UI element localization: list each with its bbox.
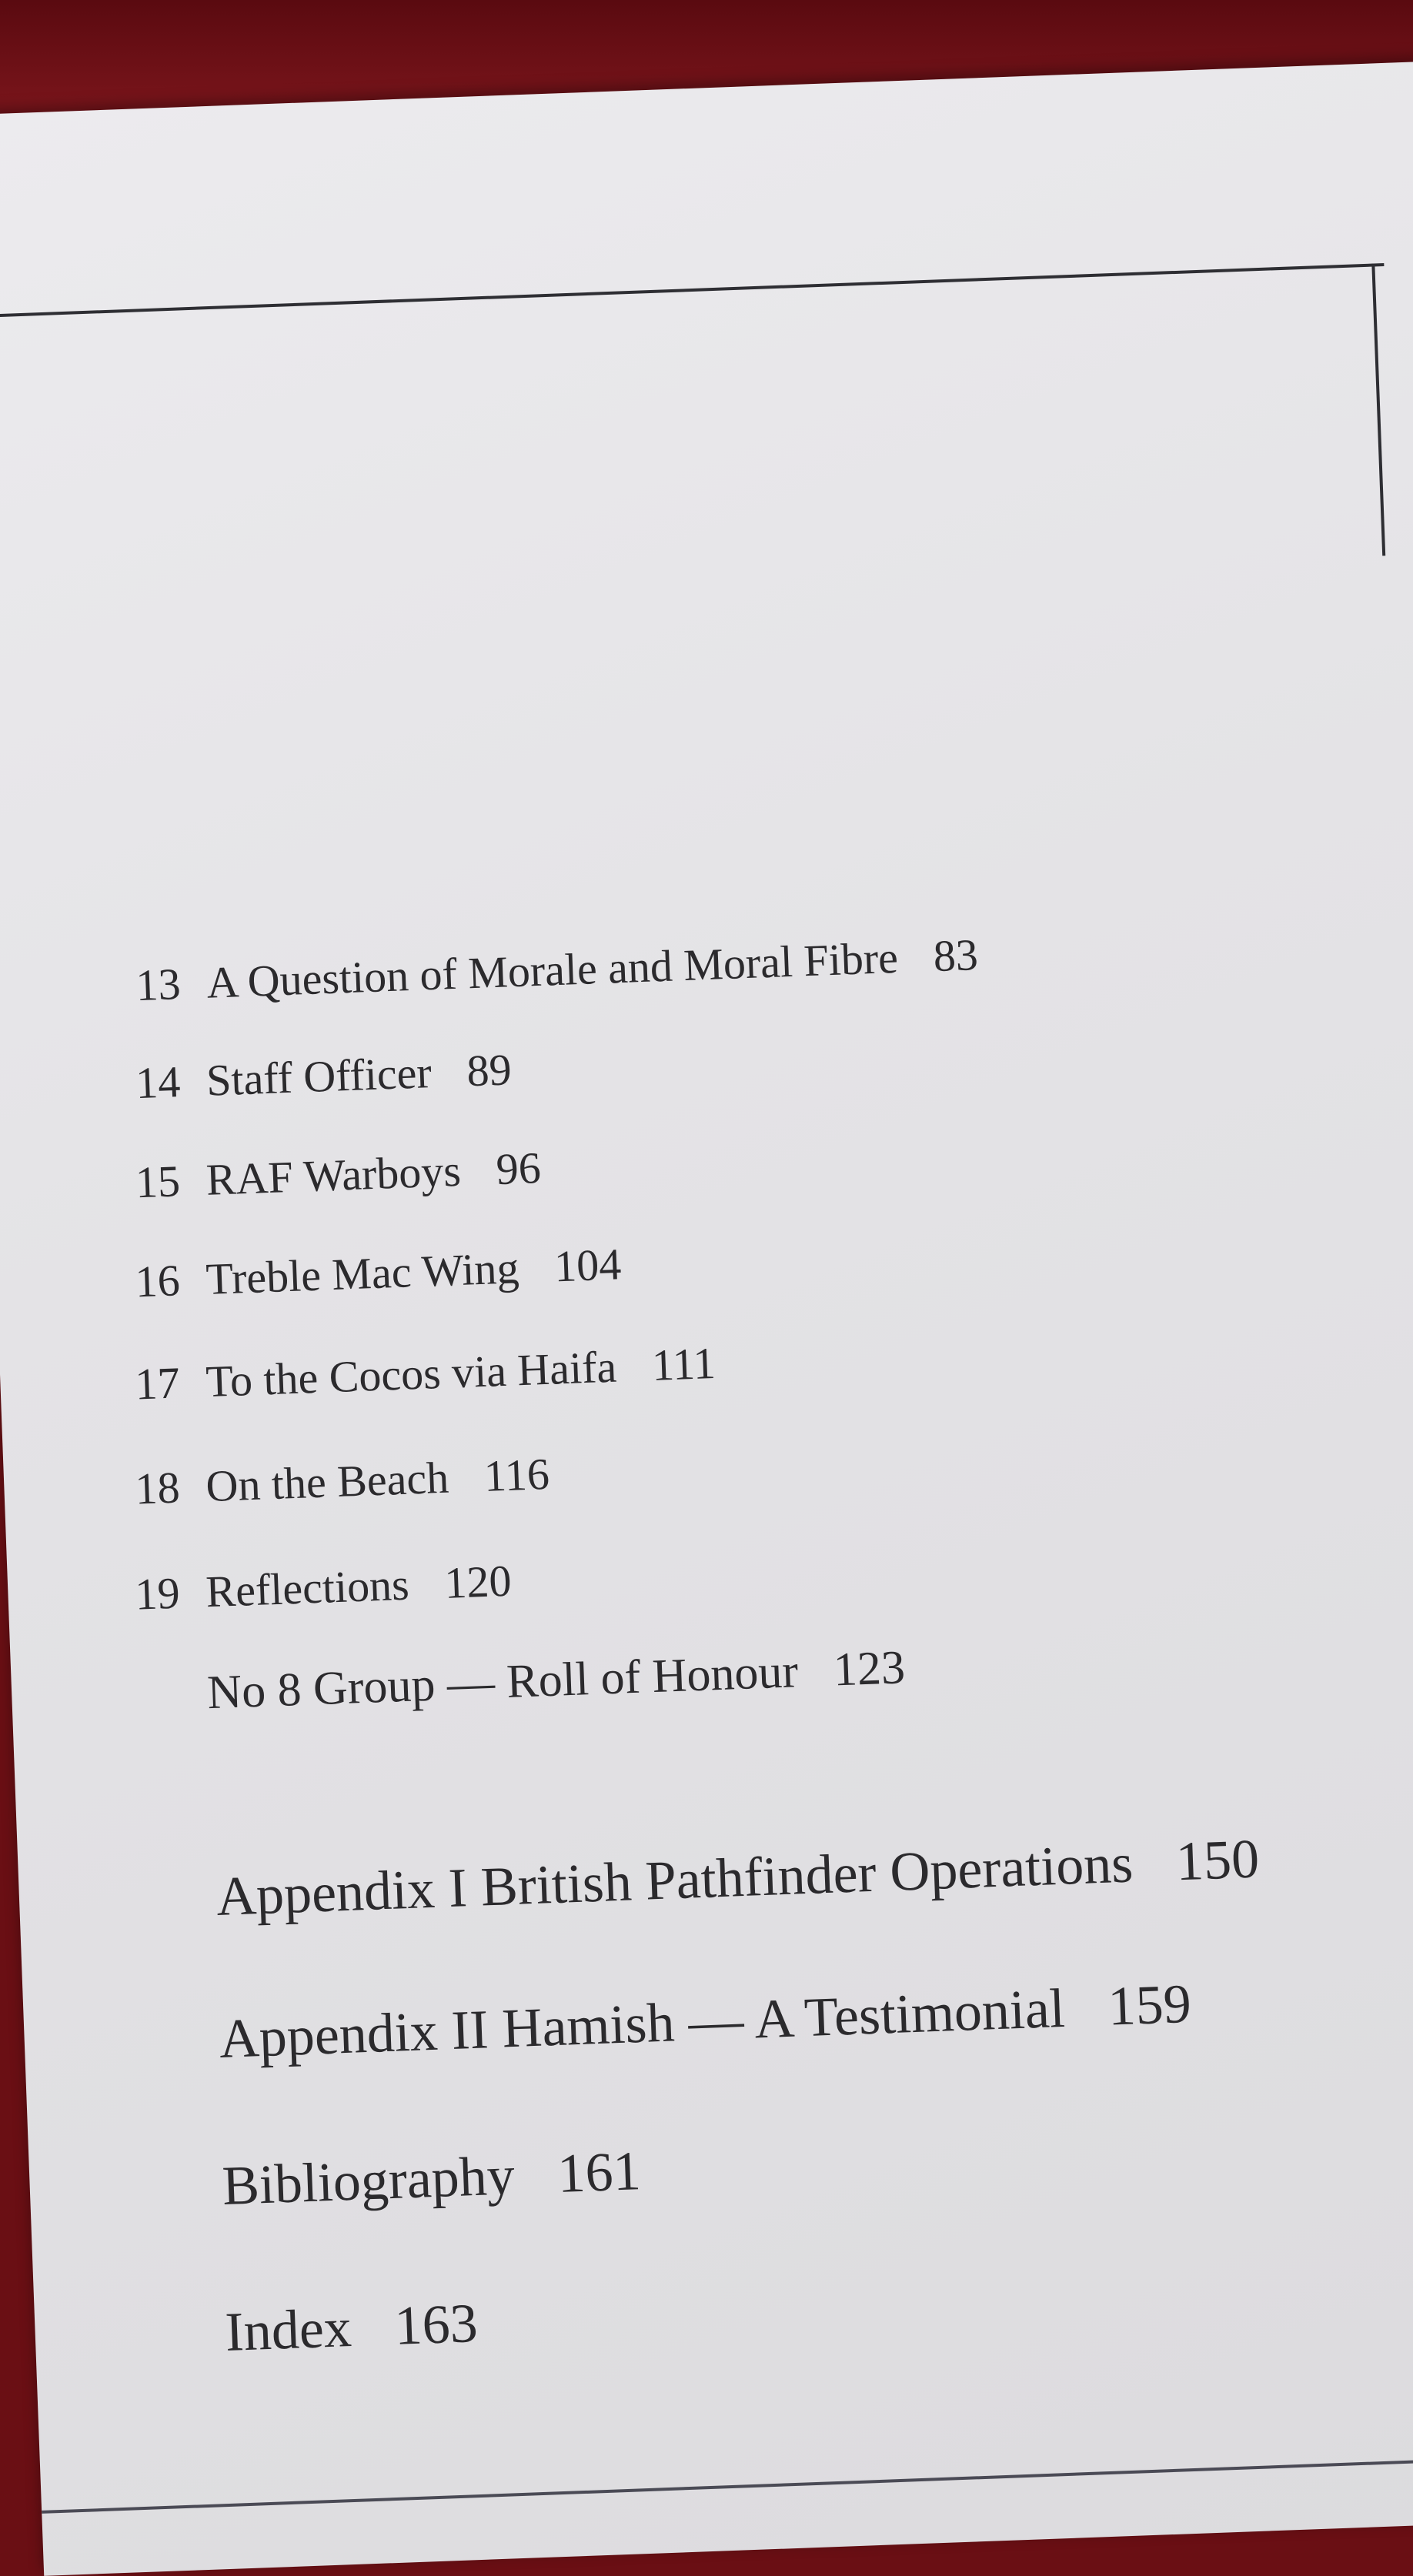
chapter-title: Reflections (205, 1559, 410, 1617)
page-number: 116 (483, 1448, 550, 1501)
page-number: 161 (556, 2140, 642, 2205)
chapter-number: 17 (134, 1357, 181, 1410)
chapter-title: On the Beach (205, 1452, 450, 1512)
page-number: 150 (1174, 1827, 1261, 1893)
entry-title: Appendix I British Pathfinder Operations (215, 1832, 1134, 1928)
page-number: 123 (832, 1641, 907, 1697)
toc-entry-appendix-2 (218, 1972, 1193, 2070)
chapter-title: RAF Warboys (205, 1145, 462, 1205)
page-number: 83 (932, 929, 979, 982)
page-number: 111 (650, 1337, 717, 1390)
entry-title: No 8 Group — Roll of Honour (206, 1645, 800, 1720)
chapter-number: 13 (135, 958, 182, 1011)
toc-entry-roll-of-honour (206, 1641, 907, 1720)
toc-entry-chapter-13 (135, 929, 979, 1011)
toc-entry-chapter-18 (134, 1448, 550, 1514)
toc-entry-chapter-16 (134, 1239, 623, 1307)
page-number: 96 (495, 1142, 542, 1195)
page-number: 120 (443, 1555, 513, 1608)
chapter-number: 19 (134, 1567, 181, 1620)
page-number: 104 (553, 1239, 623, 1292)
toc-entry-index (224, 2292, 479, 2363)
page-number: 159 (1107, 1972, 1193, 2037)
toc-entry-bibliography (221, 2140, 642, 2217)
toc-entry-chapter-17 (134, 1337, 717, 1410)
page-number: 89 (466, 1044, 513, 1096)
chapter-title: Treble Mac Wing (205, 1243, 520, 1304)
entry-title: Index (224, 2297, 353, 2363)
chapter-number: 16 (134, 1255, 181, 1307)
chapter-title: To the Cocos via Haifa (205, 1341, 618, 1407)
toc-entry-appendix-1 (215, 1827, 1261, 1928)
book-page (0, 60, 1413, 2576)
table-of-contents (0, 62, 1413, 2575)
entry-title: Bibliography (221, 2144, 516, 2217)
toc-entry-chapter-19 (134, 1555, 513, 1620)
chapter-number: 14 (135, 1056, 182, 1109)
toc-entry-chapter-14 (135, 1044, 513, 1109)
toc-entry-chapter-15 (134, 1142, 542, 1208)
page-number: 163 (393, 2292, 479, 2357)
chapter-title: Staff Officer (205, 1047, 433, 1106)
chapter-number: 15 (134, 1156, 182, 1208)
entry-title: Appendix II Hamish — A Testimonial (218, 1977, 1067, 2070)
chapter-title: A Question of Morale and Moral Fibre (205, 932, 899, 1008)
chapter-number: 18 (134, 1462, 181, 1514)
